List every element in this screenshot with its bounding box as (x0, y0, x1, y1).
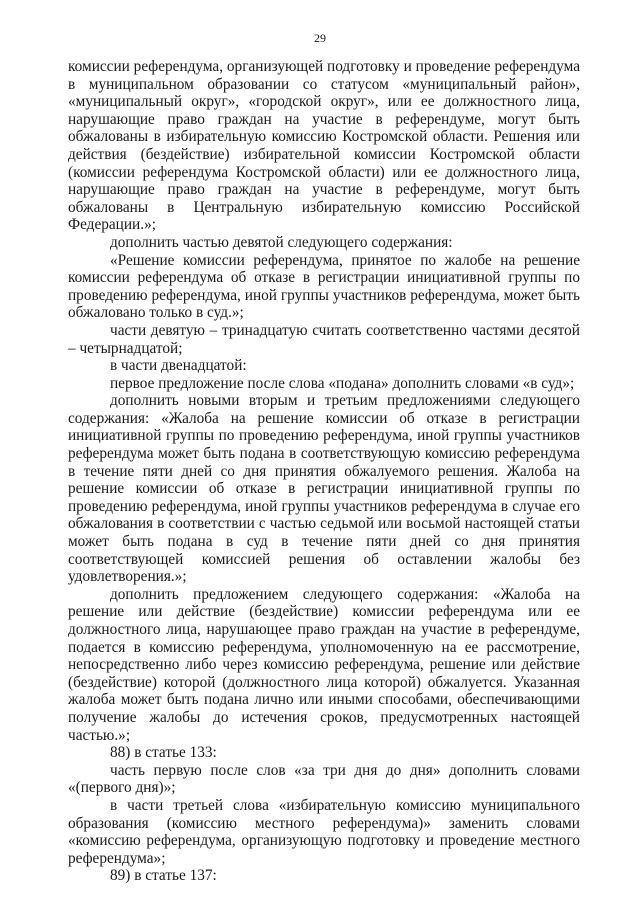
paragraph: 88) в статье 133: (110, 744, 217, 762)
paragraph: дополнить предложением следующего содержания: «Жалоба на решение или действие (бездействие) комиссии референдума или ее должностного лица, нарушающее право граждан на участие в референдуме, подается в комиссию референдума, уполномоченную на ее рассмотрение, непосредственно либо через комиссию референдума, решение или действие (бездействие) которой (должностного лица которой) обжалуется. Указанная жалоба может быть подана лично или иными способами, обеспечивающими получение жалобы до истечения сроков, предусмотренных настоящей частью.»; (68, 585, 580, 744)
paragraph: дополнить новыми вторым и третьим предложениями следующего содержания: «Жалоба на решение комиссии об отказе в регистрации инициативной группы по проведению референдума, иной группы участников референдума может быть подана в соответствующую комиссию референдума в течение пяти дней со дня принятия обжалуемого решения. Жалоба на решение комиссии об отказе в регистрации инициативной группы по проведению референдума, иной группы участников референдума в случае его обжалования в соответствии с частью седьмой или восьмой настоящей статьи может быть подана в суд в течение пяти дней со дня принятия соответствующей комиссией решения об оставлении жалобы без удовлетворения.»; (68, 392, 580, 586)
paragraph: «Решение комиссии референдума, принятое по жалобе на решение комиссии референдума об отказе в регистрации инициативной группы по проведению референдума, иной группы участников референдума, может быть обжаловано только в суд.»; (68, 251, 580, 322)
paragraph: 89) в статье 137: (110, 867, 217, 885)
paragraph: в части третьей слова «избирательную комиссию муниципального образования (комиссию местного референдума)» заменить словами «комиссию референдума, организующую подготовку и проведение местного референдума»; (68, 796, 580, 867)
paragraph: дополнить частью девятой следующего содержания: (110, 233, 453, 251)
paragraph: части девятую – тринадцатую считать соответственно частями десятой – четырнадцатой; (68, 321, 580, 357)
paragraph: первое предложение после слова «подана» дополнить словами «в суд»; (110, 374, 575, 392)
paragraph: в части двенадцатой: (110, 357, 247, 375)
page-number: 29 (314, 31, 326, 45)
paragraph: часть первую после слов «за три дня до дня» дополнить словами «(первого дня)»; (68, 761, 580, 797)
document-body (68, 58, 580, 885)
paragraph: комиссии референдума, организующей подготовку и проведение референдума в муниципальном образовании со статусом «муниципальный район», «муниципальный округ», «городской округ», или ее должностного лица, нарушающие право граждан на участие в референдуме, могут быть обжалованы в избирательную комиссию Костромской области. Решения или действия (бездействие) избирательной комиссии Костромской области (комиссии референдума Костромской области) или ее должностного лица, нарушающие право граждан на участие в референдуме, могут быть обжалованы в Центральную избирательную комиссию Российской Федерации.»; (68, 58, 580, 234)
